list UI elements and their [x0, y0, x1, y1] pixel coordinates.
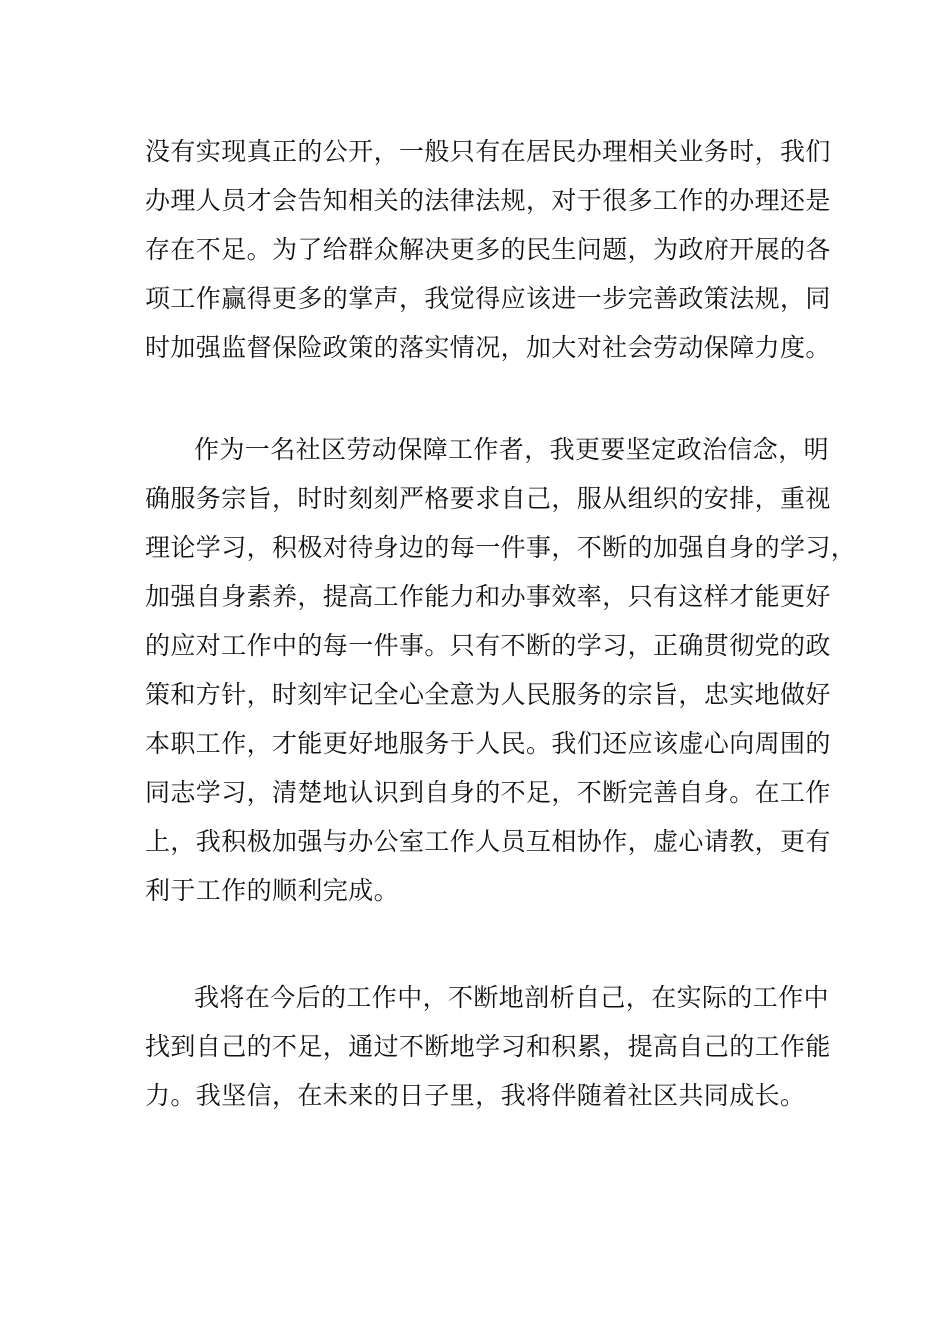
- text-line: 的应对工作中的每一件事。只有不断的学习，正确贯彻党的政: [145, 631, 831, 660]
- text-line: 策和方针，时刻牢记全心全意为人民服务的宗旨，忠实地做好: [145, 680, 831, 709]
- text-line: 项工作赢得更多的掌声，我觉得应该进一步完善政策法规，同: [145, 284, 831, 313]
- text-line: 存在不足。为了给群众解决更多的民生问题，为政府开展的各: [145, 235, 831, 264]
- text-line: 办理人员才会告知相关的法律法规，对于很多工作的办理还是: [145, 186, 831, 215]
- text-line: 作为一名社区劳动保障工作者，我更要坚定政治信念，明: [194, 435, 830, 464]
- text-line: 时加强监督保险政策的落实情况，加大对社会劳动保障力度。: [145, 333, 831, 362]
- text-line: 本职工作，才能更好地服务于人民。我们还应该虚心向周围的: [145, 729, 831, 758]
- text-line: 上，我积极加强与办公室工作人员互相协作，虚心请教，更有: [145, 827, 831, 856]
- text-line: 没有实现真正的公开，一般只有在居民办理相关业务时，我们: [145, 137, 831, 166]
- text-line: 确服务宗旨，时时刻刻严格要求自己，服从组织的安排，重视: [145, 484, 831, 513]
- text-line: 我将在今后的工作中，不断地剖析自己，在实际的工作中: [194, 983, 830, 1012]
- text-line: 利于工作的顺利完成。: [145, 876, 400, 905]
- text-line: 理论学习，积极对待身边的每一件事，不断的加强自身的学习，: [145, 533, 857, 562]
- text-line: 加强自身素养，提高工作能力和办事效率，只有这样才能更好: [145, 582, 831, 611]
- text-line: 找到自己的不足，通过不断地学习和积累，提高自己的工作能: [145, 1032, 831, 1061]
- text-line: 力。我坚信，在未来的日子里，我将伴随着社区共同成长。: [145, 1081, 806, 1110]
- text-line: 同志学习，清楚地认识到自身的不足，不断完善自身。在工作: [145, 778, 831, 807]
